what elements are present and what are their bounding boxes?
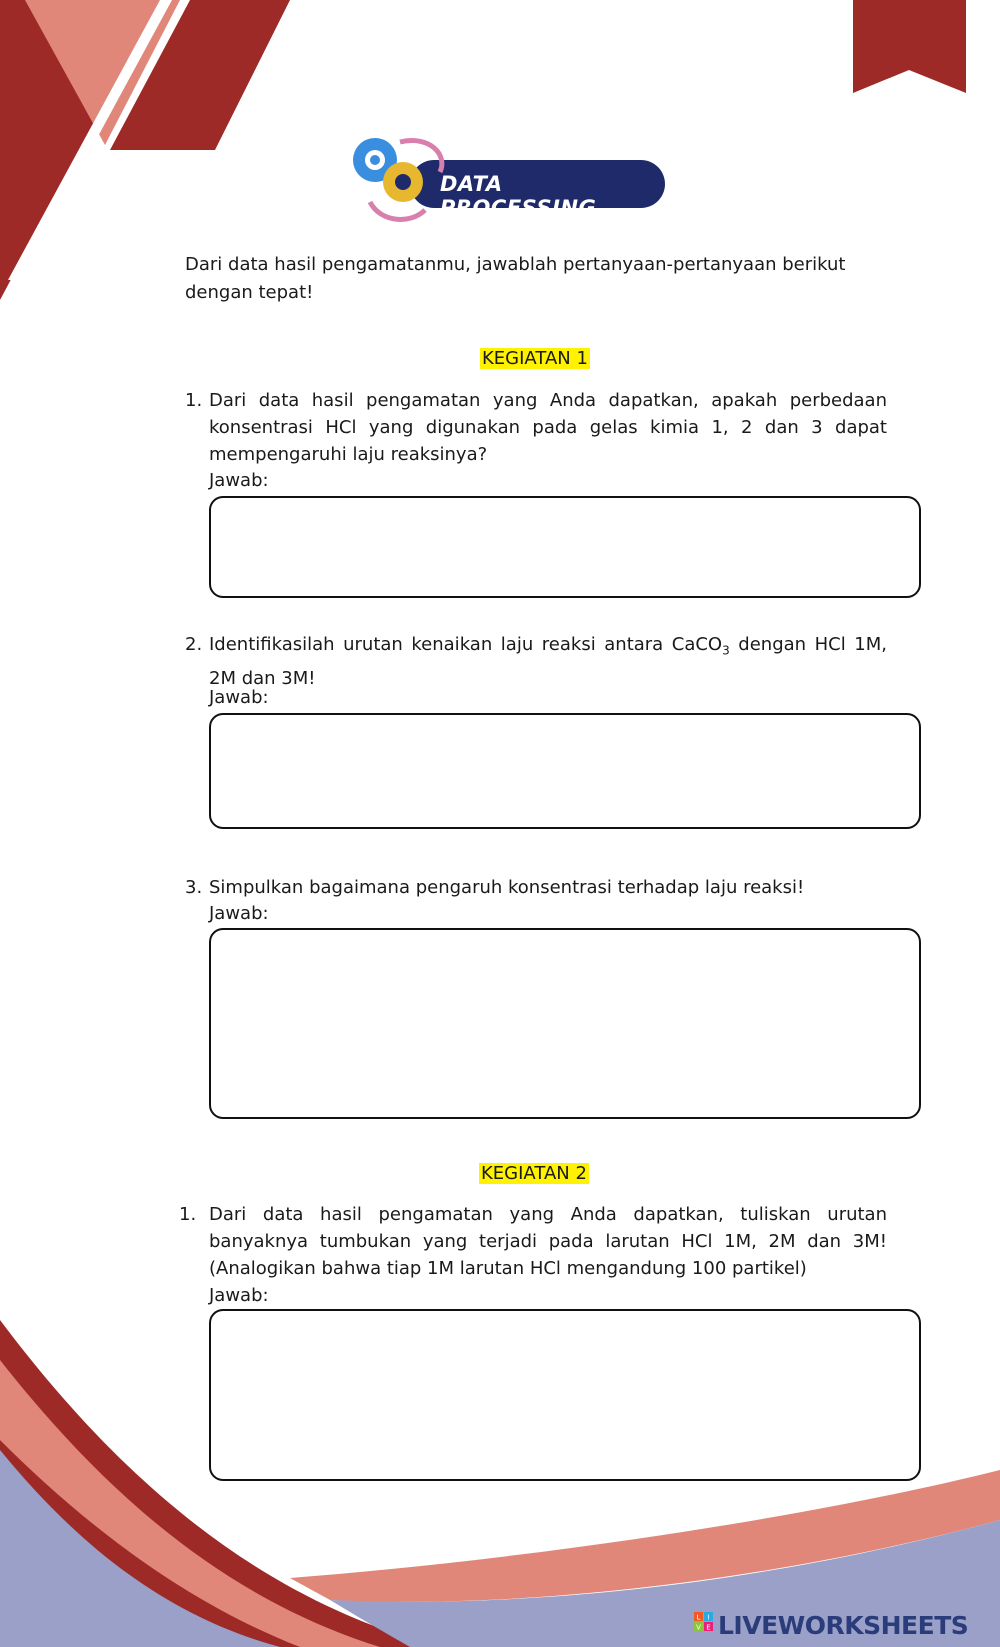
question-text	[209, 631, 887, 692]
logo-letter: I	[707, 1613, 710, 1622]
yellow-gear-icon	[383, 162, 423, 202]
subscript: 3	[722, 643, 730, 658]
question-1-2	[185, 631, 887, 692]
question-text: Dari data hasil pengamatan yang Anda dapatkan, apakah perbedaan konsentrasi HCl yang digunakan pada gelas kimia 1, 2 dan 3 dapat mempengaruhi laju reaksinya?	[209, 390, 887, 465]
liveworksheets-brand[interactable]: LIVEWORKSHEETS	[718, 1611, 969, 1640]
question-text: Dari data hasil pengamatan yang Anda dapatkan, tuliskan urutan banyaknya tumbukan yang terjadi pada larutan HCl 1M, 2M dan 3M! (Analogikan bahwa tiap 1M larutan HCl mengandung 100 partikel)	[209, 1204, 887, 1279]
question-2-1	[179, 1201, 887, 1282]
logo-letter: E	[706, 1623, 711, 1632]
answer-label-1-2: Jawab:	[209, 687, 269, 708]
top-right-ribbon	[853, 0, 966, 93]
kegiatan-2-heading-text: KEGIATAN 2	[481, 1163, 587, 1184]
question-number: 3.	[185, 877, 203, 898]
intro-text: Dari data hasil pengamatanmu, jawablah pertanyaan-pertanyaan berikut dengan tepat!	[185, 254, 846, 303]
answer-label-1-3: Jawab:	[209, 903, 269, 924]
question-text-part: Identifikasilah urutan kenaikan laju reaksi antara CaCO	[209, 634, 723, 655]
logo-letter: V	[696, 1623, 701, 1632]
answer-box-1-3[interactable]	[209, 928, 921, 1119]
answer-label-1-1: Jawab:	[209, 470, 269, 491]
question-number: 1.	[185, 390, 203, 411]
kegiatan-2-heading	[479, 1162, 589, 1186]
answer-label-2-1: Jawab:	[209, 1285, 269, 1306]
kegiatan-1-heading	[480, 347, 590, 371]
answer-box-1-2[interactable]	[209, 713, 921, 829]
question-text-part: dengan HCl 1M, 2M dan 3M!	[209, 634, 887, 689]
answer-box-2-1[interactable]	[209, 1309, 921, 1481]
logo-letter: L	[696, 1613, 701, 1622]
kegiatan-1-heading-text: KEGIATAN 1	[482, 348, 588, 369]
question-1-3	[185, 874, 887, 901]
question-1-1	[185, 387, 887, 468]
question-number: 2.	[185, 634, 203, 655]
banner-label: DATA PROCESSING	[440, 172, 597, 220]
question-number: 1.	[179, 1204, 197, 1225]
question-text: Simpulkan bagaimana pengaruh konsentrasi terhadap laju reaksi!	[209, 877, 805, 898]
answer-box-1-1[interactable]	[209, 496, 921, 598]
